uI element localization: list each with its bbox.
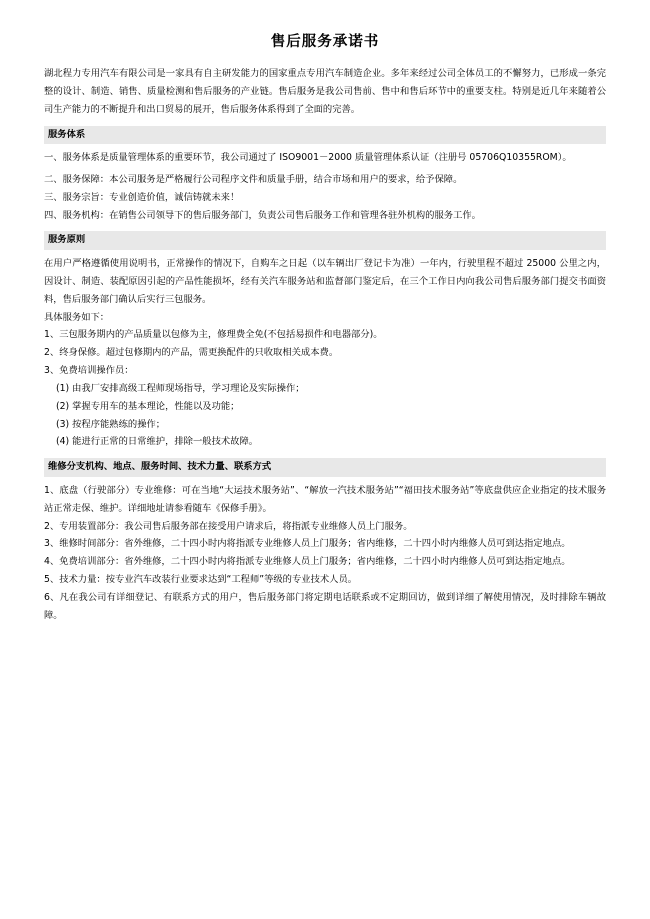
section-paragraph: 具体服务如下： — [44, 311, 110, 323]
section-paragraph: 在用户严格遵循使用说明书，正常操作的情况下，自购车之日起（以车辆出厂登记卡为准）一年内，行驶里程不超过 25000 公里之内，因设计、制造、装配原因引起的产品性能损坏，经有关汽车服务站和监督部门鉴定后，在三个工作日内向我公司售后服务部门提交书面资料，售后服务部门确认后实行三包服务。 — [44, 258, 606, 305]
section-heading-service-principles: 服务原则 — [44, 231, 606, 250]
section-body-service-network — [44, 482, 606, 625]
sub-item: (2) 掌握专用车的基本理论，性能以及功能； — [56, 400, 240, 412]
section-heading-service-network: 维修分支机构、地点、服务时间、技术力量、联系方式 — [44, 458, 606, 477]
section-paragraph: 一、服务体系是质量管理体系的重要环节，我公司通过了 ISO9001－2000 质量管理体系认证（注册号 05706Q10355ROM）。 — [44, 152, 572, 164]
section-paragraph: 三、服务宗旨：专业创造价值，诚信铸就未来！ — [44, 191, 240, 203]
section-paragraph: 6、凡在我公司有详细登记、有联系方式的用户，售后服务部门将定期电话联系或不定期回访，做到详细了解使用情况，及时排除车辆故障。 — [44, 591, 606, 621]
section-paragraph: 3、免费培训操作员： — [44, 365, 134, 377]
section-paragraph: 3、维修时间部分：省外维修，二十四小时内将指派专业维修人员上门服务；省内维修，二十四小时内维修人员可到达指定地点。 — [44, 538, 571, 550]
section-body-service-principles — [44, 255, 606, 451]
sub-item: (1) 由我厂安排高级工程师现场指导，学习理论及实际操作； — [56, 382, 305, 394]
section-paragraph: 2、终身保修。超过包修期内的产品，需更换配件的只收取相关成本费。 — [44, 347, 339, 359]
section-paragraph: 四、服务机构：在销售公司领导下的售后服务部门，负责公司售后服务工作和管理各驻外机构的服务工作。 — [44, 209, 481, 221]
section-body-service-system — [44, 149, 606, 224]
section-paragraph: 2、专用装置部分：我公司售后服务部在接受用户请求后，将指派专业维修人员上门服务。 — [44, 520, 413, 532]
section-paragraph: 1、底盘（行驶部分）专业维修：可在当地“大运技术服务站”、“解放一汽技术服务站”“福田技术服务站”等底盘供应企业指定的技术服务站正常走保、维护。详细地址请参看随车《保修手册》。 — [44, 484, 606, 514]
sub-item: (3) 按程序能熟练的操作； — [56, 418, 166, 430]
intro-paragraph: 湖北程力专用汽车有限公司是一家具有自主研发能力的国家重点专用汽车制造企业。多年来经过公司全体员工的不懈努力，已形成一条完整的设计、制造、销售、质量检测和售后服务的产业链。售后服务是我公司售前、售中和售后环节中的重要支柱。特别是近几年来随着公司生产能力的不断提升和出口贸易的展开，售后服务体系得到了全面的完善。 — [44, 68, 606, 115]
section-paragraph: 4、免费培训部分：省外维修，二十四小时内将指派专业维修人员上门服务；省内维修，二十四小时内维修人员可到达指定地点。 — [44, 556, 571, 568]
page-title: 售后服务承诺书 — [270, 34, 380, 50]
section-heading-service-system: 服务体系 — [44, 126, 606, 145]
sub-item: (4) 能进行正常的日常维护，排除一般技术故障。 — [56, 436, 259, 448]
section-paragraph: 二、服务保障：本公司服务是严格履行公司程序文件和质量手册，结合市场和用户的要求，给予保障。 — [44, 173, 463, 185]
section-paragraph: 1、三包服务期内的产品质量以包修为主，修理费全免(不包括易损件和电器部分)。 — [44, 329, 383, 341]
section-paragraph: 5、技术力量：按专业汽车改装行业要求达到“工程师”等级的专业技术人员。 — [44, 574, 358, 586]
